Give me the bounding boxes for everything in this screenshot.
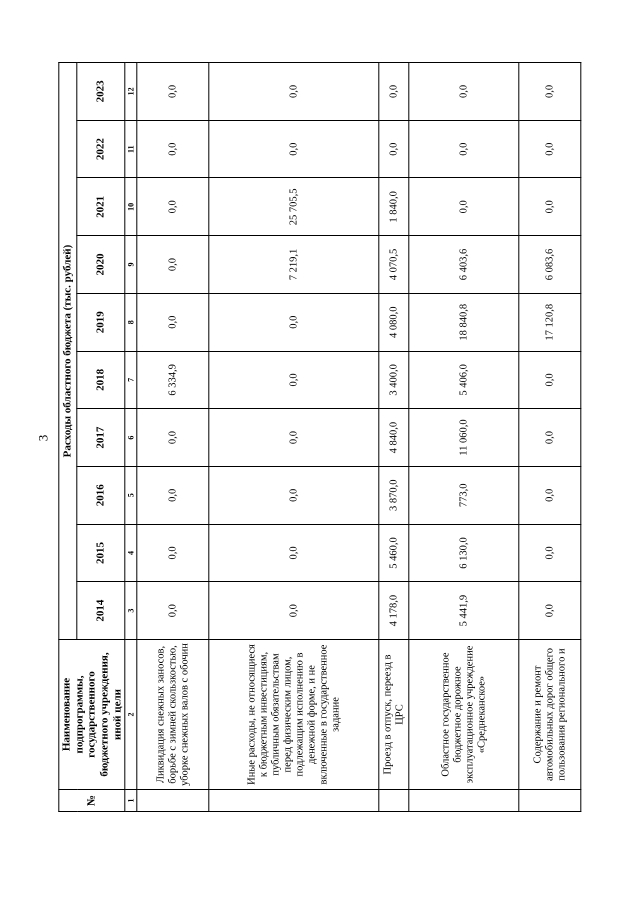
row-value: 0,0 — [519, 351, 581, 409]
row-value: 0,0 — [519, 120, 581, 178]
page-number: 3 — [35, 434, 51, 442]
row-value: 0,0 — [209, 582, 379, 640]
column-number: 9 — [125, 236, 137, 294]
column-number: 10 — [125, 178, 137, 236]
table-row — [409, 63, 519, 812]
row-value: 0,0 — [519, 466, 581, 524]
row-value: 0,0 — [137, 524, 209, 582]
column-number: 6 — [125, 409, 137, 467]
column-number: 7 — [125, 351, 137, 409]
column-numbers-row — [125, 63, 137, 812]
row-value: 0,0 — [209, 524, 379, 582]
row-value: 5 460,0 — [379, 524, 409, 582]
row-number — [209, 790, 379, 812]
table-row — [137, 63, 209, 812]
row-value: 773,0 — [409, 466, 519, 524]
row-value: 0,0 — [519, 178, 581, 236]
row-value: 0,0 — [137, 178, 209, 236]
column-number: 2 — [125, 640, 137, 790]
row-value: 0,0 — [209, 293, 379, 351]
row-value: 0,0 — [409, 178, 519, 236]
row-value: 0,0 — [519, 409, 581, 467]
row-value: 6 083,6 — [519, 236, 581, 294]
row-value: 0,0 — [409, 63, 519, 121]
row-value: 0,0 — [137, 409, 209, 467]
row-value: 0,0 — [209, 63, 379, 121]
year-header: 2017 — [77, 409, 125, 467]
row-number — [519, 790, 581, 812]
row-value: 4 080,0 — [379, 293, 409, 351]
year-header: 2021 — [77, 178, 125, 236]
row-value: 0,0 — [137, 236, 209, 294]
row-value: 0,0 — [379, 120, 409, 178]
year-header: 2018 — [77, 351, 125, 409]
row-value: 4 840,0 — [379, 409, 409, 467]
row-number — [379, 790, 409, 812]
row-value: 0,0 — [137, 63, 209, 121]
row-name: Областное государственное бюджетное дорожное эксплуатационное учреждение «Среднеканское» — [409, 640, 519, 790]
row-value: 7 219,1 — [209, 236, 379, 294]
row-value: 0,0 — [137, 582, 209, 640]
row-value: 6 334,9 — [137, 351, 209, 409]
row-value: 0,0 — [209, 351, 379, 409]
row-value: 17 120,8 — [519, 293, 581, 351]
row-value: 3 870,0 — [379, 466, 409, 524]
year-header: 2015 — [77, 524, 125, 582]
row-value: 0,0 — [379, 63, 409, 121]
budget-table — [58, 62, 581, 812]
year-header: 2019 — [77, 293, 125, 351]
row-value: 3 400,0 — [379, 351, 409, 409]
table-row — [209, 63, 379, 812]
row-value: 25 705,5 — [209, 178, 379, 236]
year-header: 2014 — [77, 582, 125, 640]
col-name-header: Наименование подпрограммы, государственного бюджетного учреждения, иной цели — [59, 640, 125, 790]
row-number — [409, 790, 519, 812]
year-header: 2016 — [77, 466, 125, 524]
row-value: 5 441,9 — [409, 582, 519, 640]
row-value: 0,0 — [409, 120, 519, 178]
row-number — [137, 790, 209, 812]
table-row — [379, 63, 409, 812]
row-value: 4 178,0 — [379, 582, 409, 640]
row-value: 0,0 — [519, 63, 581, 121]
row-name: Иные расходы, не относящиеся к бюджетным инвестициям, публичным обязательствам перед физическим лицом, подлежащим исполнению в денежной форме, и не включенные в государственное задание — [209, 640, 379, 790]
row-name: Ликвидация снежных заносов, борьбе с зимней скользкостью, уборке снежных валов с обочин — [137, 640, 209, 790]
row-value: 0,0 — [519, 524, 581, 582]
column-number: 4 — [125, 524, 137, 582]
row-value: 0,0 — [209, 120, 379, 178]
year-header: 2020 — [77, 236, 125, 294]
column-number: 3 — [125, 582, 137, 640]
expenses-group-header: Расходы областного бюджета (тыс. рублей) — [59, 63, 77, 640]
column-number: 11 — [125, 120, 137, 178]
row-value: 1 840,0 — [379, 178, 409, 236]
row-value: 5 406,0 — [409, 351, 519, 409]
row-value: 0,0 — [137, 120, 209, 178]
col-no-header: № — [59, 790, 125, 812]
row-value: 0,0 — [209, 466, 379, 524]
table-body — [137, 63, 581, 812]
row-value: 6 130,0 — [409, 524, 519, 582]
column-number: 8 — [125, 293, 137, 351]
table-row — [519, 63, 581, 812]
row-name: Проезд в отпуск, переезд в ЦРС — [379, 640, 409, 790]
row-value: 6 403,6 — [409, 236, 519, 294]
row-name: Содержание и ремонт автомобильных дорог общего пользования регионального и — [519, 640, 581, 790]
row-value: 0,0 — [519, 582, 581, 640]
row-value: 11 060,0 — [409, 409, 519, 467]
column-number: 1 — [125, 790, 137, 812]
row-value: 0,0 — [137, 466, 209, 524]
column-number: 12 — [125, 63, 137, 121]
column-number: 5 — [125, 466, 137, 524]
row-value: 0,0 — [137, 293, 209, 351]
year-header: 2022 — [77, 120, 125, 178]
row-value: 18 840,8 — [409, 293, 519, 351]
year-header: 2023 — [77, 63, 125, 121]
row-value: 0,0 — [209, 409, 379, 467]
row-value: 4 070,5 — [379, 236, 409, 294]
